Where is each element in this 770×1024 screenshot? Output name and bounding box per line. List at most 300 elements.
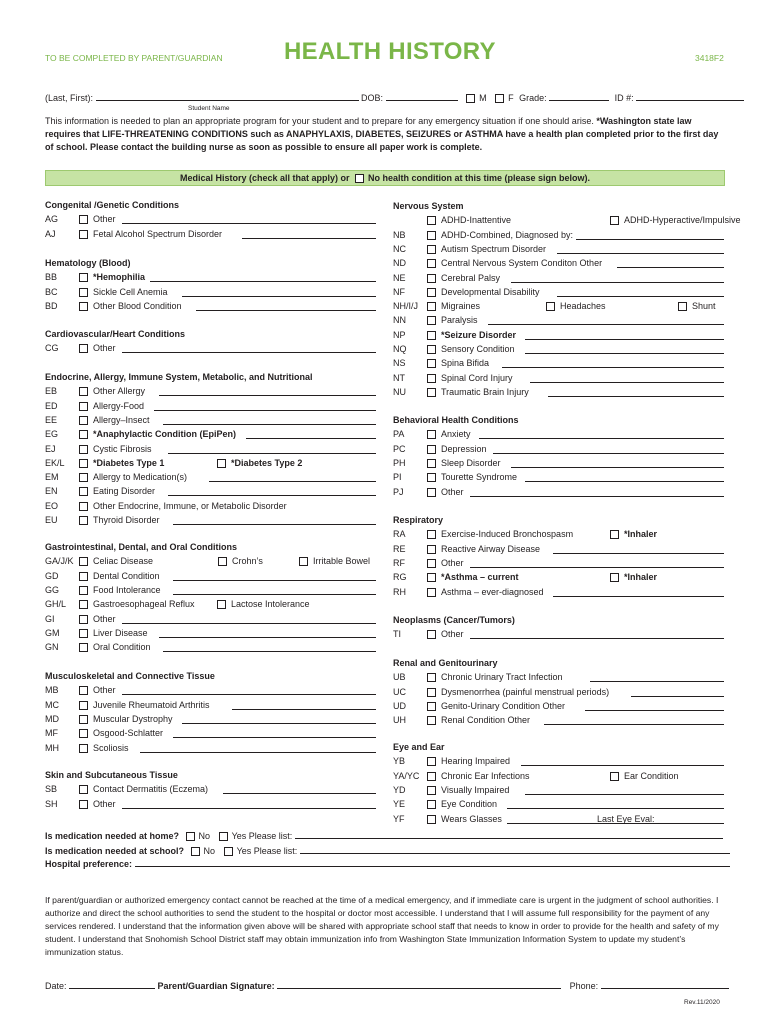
condition-label-text: Traumatic Brain Injury (441, 386, 529, 397)
hospital-preference-field[interactable] (135, 858, 730, 867)
page-title: HEALTH HISTORY (284, 38, 496, 65)
condition-label-text: Migraines (441, 301, 481, 312)
checkbox-adhd-inattentive[interactable] (427, 216, 436, 225)
condition-code: MC (45, 699, 59, 710)
grade-field[interactable] (549, 92, 609, 101)
condition-code: ND (393, 258, 406, 269)
medication-school-no-checkbox[interactable] (191, 847, 200, 856)
condition-label-text: Renal Condition Other (441, 715, 531, 726)
checkbox-shunt[interactable] (678, 302, 687, 311)
checkbox-paralysis[interactable] (427, 316, 436, 325)
condition-detail-field[interactable] (159, 629, 376, 638)
condition-extra-label: Shunt (692, 301, 716, 312)
condition-label (441, 287, 540, 297)
checkbox-lactose-intolerance[interactable] (217, 600, 226, 609)
checkbox-allergy-insect[interactable] (79, 416, 88, 425)
checkbox-inhaler[interactable] (610, 573, 619, 582)
condition-label-text: ADHD-Combined, Diagnosed by: (441, 229, 574, 240)
checkbox-fetal-alcohol-spectrum-disorder[interactable] (79, 230, 88, 239)
condition-detail-field[interactable] (196, 302, 376, 311)
condition-label-text: Paralysis (441, 315, 478, 326)
checkbox-celiac-disease[interactable] (79, 557, 88, 566)
checkbox-diabetes-type-2[interactable] (217, 459, 226, 468)
checkbox-chronic-ear-infections[interactable] (427, 772, 436, 781)
date-field[interactable] (69, 980, 155, 989)
condition-code: YF (393, 813, 405, 824)
checkbox-oral-condition[interactable] (79, 643, 88, 652)
condition-label-text: Chronic Urinary Tract Infection (441, 672, 563, 683)
condition-code: NN (393, 315, 406, 326)
medication-home-yes-checkbox[interactable] (219, 832, 228, 841)
condition-detail-field[interactable] (150, 273, 376, 282)
checkbox-other-blood-condition[interactable] (79, 302, 88, 311)
condition-label (441, 785, 509, 795)
condition-detail-field[interactable] (544, 716, 724, 725)
condition-label-text: Reactive Airway Disease (441, 543, 541, 554)
checkbox-eye-condition[interactable] (427, 800, 436, 809)
checkbox-autism-spectrum-disorder[interactable] (427, 245, 436, 254)
condition-detail-field[interactable] (163, 416, 376, 425)
checkbox-exercise-induced-bronchospasm[interactable] (427, 530, 436, 539)
condition-label (441, 687, 609, 697)
condition-label-text: Chronic Ear Infections (441, 770, 530, 781)
condition-label (441, 799, 497, 809)
medication-school-list-field[interactable] (300, 845, 730, 854)
student-name-label: (Last, First): (45, 93, 94, 103)
condition-label (93, 429, 236, 439)
condition-label-text: Exercise-Induced Bronchospasm (441, 529, 574, 540)
condition-extra-label: Ear Condition (624, 770, 679, 781)
condition-code: NF (393, 286, 405, 297)
condition-code: GD (45, 570, 59, 581)
condition-label-text: *Seizure Disorder (441, 329, 517, 340)
hospital-preference-label: Hospital preference: (45, 859, 133, 869)
no-health-condition-checkbox[interactable] (355, 174, 364, 183)
condition-detail-field[interactable] (521, 757, 724, 766)
checkbox-spinal-cord-injury[interactable] (427, 374, 436, 383)
condition-code: MD (45, 713, 59, 724)
checkbox-sleep-disorder[interactable] (427, 459, 436, 468)
condition-label (93, 301, 182, 311)
condition-label (93, 700, 210, 710)
condition-label (441, 301, 480, 311)
intro-paragraph (45, 115, 725, 154)
condition-detail-field[interactable] (488, 316, 724, 325)
condition-detail-field[interactable] (548, 388, 724, 397)
medical-history-banner (45, 170, 725, 186)
condition-label-text: Oral Condition (93, 642, 151, 653)
checkbox-thyroid-disorder[interactable] (79, 516, 88, 525)
condition-detail-field[interactable] (122, 686, 376, 695)
medication-school-no-label: No (203, 846, 216, 856)
condition-label-text: *Hemophilia (93, 272, 146, 283)
student-info-row (45, 92, 744, 103)
condition-label (93, 501, 287, 511)
condition-code: EM (45, 472, 59, 483)
medication-school-label: Is medication needed at school? (45, 846, 185, 856)
condition-code: NH/I/J (393, 301, 419, 312)
condition-detail-field[interactable] (168, 487, 376, 496)
condition-label (93, 556, 153, 566)
checkbox-ear-condition[interactable] (610, 772, 619, 781)
checkbox-other[interactable] (79, 800, 88, 809)
condition-label-text: Other Endocrine, Immune, or Metabolic Disorder (93, 500, 287, 511)
checkbox-genito-urinary-condition-other[interactable] (427, 702, 436, 711)
condition-code: GH/L (45, 599, 67, 610)
condition-label (93, 343, 116, 353)
condition-label-text: *Diabetes Type 1 (93, 457, 165, 468)
student-name-field[interactable] (96, 92, 359, 101)
condition-label (441, 558, 464, 568)
condition-detail-field[interactable] (617, 259, 724, 268)
checkbox-seizure-disorder[interactable] (427, 331, 436, 340)
condition-label-text: Cerebral Palsy (441, 272, 501, 283)
condition-detail-field[interactable] (173, 729, 376, 738)
checkbox-visually-impaired[interactable] (427, 786, 436, 795)
condition-detail-field[interactable] (159, 387, 376, 396)
condition-label-text: Thyroid Disorder (93, 515, 160, 525)
condition-label (93, 272, 145, 282)
checkbox-renal-condition-other[interactable] (427, 716, 436, 725)
condition-detail-field[interactable] (182, 715, 376, 724)
checkbox-hearing-impaired[interactable] (427, 757, 436, 766)
signature-label: Parent/Guardian Signature: (157, 981, 275, 991)
section-title: Nervous System (393, 201, 464, 211)
condition-label (93, 401, 144, 411)
checkbox-other[interactable] (427, 488, 436, 497)
male-checkbox[interactable] (466, 94, 475, 103)
condition-label-text: *Anaphylactic Condition (EpiPen) (93, 429, 237, 440)
checkbox-gastroesophageal-reflux[interactable] (79, 600, 88, 609)
checkbox-dental-condition[interactable] (79, 572, 88, 581)
condition-detail-field[interactable] (507, 800, 724, 809)
condition-label (441, 215, 511, 225)
section-title: Congenital /Genetic Conditions (45, 200, 180, 210)
condition-detail-field[interactable] (173, 586, 376, 595)
condition-label (93, 585, 161, 595)
condition-label-text: Gastroesophageal Reflux (93, 599, 195, 610)
condition-detail-field[interactable] (525, 331, 724, 340)
checkbox-central-nervous-system-conditon-other[interactable] (427, 259, 436, 268)
condition-detail-field[interactable] (173, 572, 376, 581)
section-title: Gastrointestinal, Dental, and Oral Conditions (45, 542, 238, 552)
condition-detail-field[interactable] (122, 800, 376, 809)
condition-label-text: Central Nervous System Conditon Other (441, 258, 603, 269)
condition-detail-field[interactable] (493, 445, 724, 454)
medication-home-no-checkbox[interactable] (186, 832, 195, 841)
condition-detail-field[interactable] (511, 274, 724, 283)
condition-label-text: Osgood-Schlatter (93, 728, 164, 739)
checkbox-contact-dermatitis-eczema[interactable] (79, 785, 88, 794)
condition-label-text: Liver Disease (93, 627, 148, 638)
section-title: Eye and Ear (393, 742, 445, 752)
condition-code: RA (393, 529, 406, 540)
condition-label (93, 685, 116, 695)
condition-label (441, 315, 478, 325)
condition-detail-field[interactable] (631, 688, 724, 697)
condition-detail-field[interactable] (557, 288, 724, 297)
condition-code: NS (393, 358, 406, 369)
condition-code: NP (393, 329, 406, 340)
condition-extra-label: Headaches (560, 301, 606, 312)
condition-label (441, 629, 464, 639)
condition-label (93, 486, 155, 496)
checkbox-other[interactable] (79, 344, 88, 353)
checkbox-irritable-bowel[interactable] (299, 557, 308, 566)
checkbox-chronic-urinary-tract-infection[interactable] (427, 673, 436, 682)
condition-label (441, 230, 573, 240)
section-title: Cardiovascular/Heart Conditions (45, 329, 186, 339)
medication-home-list-field[interactable] (295, 830, 723, 839)
condition-detail-field[interactable] (525, 473, 724, 482)
condition-label (441, 487, 464, 497)
condition-extra-label: *Inhaler (624, 529, 658, 540)
form-number: 3418F2 (695, 53, 724, 63)
dob-field[interactable] (386, 92, 458, 101)
checkbox-asthma-ever-diagnosed[interactable] (427, 588, 436, 597)
checkbox-adhd-hyperactive-impulsive[interactable] (610, 216, 619, 225)
id-field[interactable] (636, 92, 744, 101)
condition-label (93, 599, 195, 609)
condition-label (441, 756, 510, 766)
checkbox-developmental-disability[interactable] (427, 288, 436, 297)
checkbox-scoliosis[interactable] (79, 744, 88, 753)
checkbox-allergy-to-medication-s[interactable] (79, 473, 88, 482)
condition-code: YD (393, 784, 406, 795)
checkbox-other[interactable] (427, 559, 436, 568)
checkbox-other[interactable] (79, 686, 88, 695)
condition-detail-field[interactable] (122, 215, 376, 224)
condition-code: YE (393, 799, 406, 810)
grade-label: Grade: (519, 93, 547, 103)
checkbox-other-allergy[interactable] (79, 387, 88, 396)
condition-label-text: Muscular Dystrophy (93, 713, 173, 724)
section-title: Hematology (Blood) (45, 258, 131, 268)
section-title: Endocrine, Allergy, Immune System, Metabolic, and Nutritional (45, 372, 313, 382)
checkbox-cerebral-palsy[interactable] (427, 274, 436, 283)
condition-label-text: Sensory Condition (441, 344, 515, 354)
condition-label-text: Asthma – ever-diagnosed (441, 586, 544, 597)
section-title: Musculoskeletal and Connective Tissue (45, 671, 215, 681)
checkbox-dysmenorrhea-painful-menstrual-periods[interactable] (427, 688, 436, 697)
checkbox-spina-bifida[interactable] (427, 359, 436, 368)
condition-label (441, 258, 602, 268)
condition-detail-field[interactable] (590, 673, 724, 682)
condition-detail-field[interactable] (209, 473, 376, 482)
condition-detail-field[interactable] (122, 615, 376, 624)
checkbox-asthma-current[interactable] (427, 573, 436, 582)
condition-label-text: Other (93, 613, 116, 624)
condition-label-text: Other (441, 629, 464, 640)
condition-label-text: Scoliosis (93, 742, 129, 753)
condition-detail-field[interactable] (502, 359, 724, 368)
condition-label-text: Other (93, 214, 116, 225)
female-checkbox[interactable] (495, 94, 504, 103)
signature-field[interactable] (277, 980, 561, 989)
condition-detail-field[interactable] (576, 231, 724, 240)
condition-code: RF (393, 557, 405, 568)
checkbox-sickle-cell-anemia[interactable] (79, 288, 88, 297)
condition-label (93, 515, 160, 525)
condition-detail-field[interactable] (470, 488, 724, 497)
checkbox-reactive-airway-disease[interactable] (427, 545, 436, 554)
condition-code: RG (393, 572, 407, 583)
condition-detail-field[interactable] (511, 459, 724, 468)
checkbox-muscular-dystrophy[interactable] (79, 715, 88, 724)
checkbox-allergy-food[interactable] (79, 402, 88, 411)
condition-label (441, 273, 500, 283)
condition-detail-field[interactable] (122, 344, 376, 353)
condition-label-text: Other (93, 685, 116, 696)
condition-label-text: Eye Condition (441, 799, 498, 810)
condition-detail-field[interactable] (530, 374, 724, 383)
condition-label (441, 387, 529, 397)
condition-label (93, 784, 208, 794)
checkbox-crohn-s[interactable] (218, 557, 227, 566)
section-title: Behavioral Health Conditions (393, 415, 519, 425)
condition-label (93, 799, 116, 809)
condition-label (93, 472, 187, 482)
checkbox-juvenile-rheumatoid-arthritis[interactable] (79, 701, 88, 710)
condition-label (93, 571, 160, 581)
condition-detail-field[interactable] (553, 545, 724, 554)
condition-code: GI (45, 613, 55, 624)
signature-row (45, 980, 729, 991)
condition-detail-field[interactable] (525, 786, 724, 795)
condition-label (93, 386, 145, 396)
phone-label: Phone: (569, 981, 599, 991)
condition-code: TI (393, 629, 401, 640)
condition-code: UC (393, 686, 406, 697)
checkbox-anxiety[interactable] (427, 430, 436, 439)
checkbox-traumatic-brain-injury[interactable] (427, 388, 436, 397)
condition-detail-field[interactable] (557, 245, 724, 254)
checkbox-other-endocrine-immune-or-metabolic-disorder[interactable] (79, 502, 88, 511)
hospital-preference-row (45, 858, 730, 869)
condition-label-text: Depression (441, 443, 487, 454)
condition-code: EJ (45, 443, 56, 454)
condition-detail-field[interactable] (168, 445, 376, 454)
checkbox-wears-glasses[interactable] (427, 815, 436, 824)
condition-code: YA/YC (393, 770, 420, 781)
condition-extra-label: Crohn’s (232, 556, 263, 567)
intro-bold-text: *Washington state law requires that LIFE-THREATENING CONDITIONS such as ANAPHYLAXIS, DIABETES, SEIZURES or ASTHMA have a health plan completed prior to the first day of school. Please contact the building nurse as soon as possible to ensure all paper work is complete. (45, 116, 719, 152)
condition-code: EN (45, 486, 58, 497)
condition-label-text: Spinal Cord Injury (441, 372, 513, 383)
condition-detail-field[interactable] (470, 559, 724, 568)
condition-detail-field[interactable] (585, 702, 724, 711)
checkbox-food-intolerance[interactable] (79, 586, 88, 595)
condition-label-text: Dental Condition (93, 570, 160, 581)
condition-label (441, 429, 471, 439)
condition-label (93, 444, 152, 454)
condition-detail-field[interactable] (223, 785, 376, 794)
checkbox-hemophilia[interactable] (79, 273, 88, 282)
medication-school-row (45, 845, 730, 856)
condition-code: NU (393, 386, 406, 397)
condition-code: EB (45, 386, 58, 397)
condition-code: NE (393, 272, 406, 283)
condition-label-text: Sickle Cell Anemia (93, 286, 168, 297)
section-title: Renal and Genitourinary (393, 658, 498, 668)
medication-school-yes-checkbox[interactable] (224, 847, 233, 856)
condition-detail-field[interactable] (173, 516, 376, 525)
checkbox-cystic-fibrosis[interactable] (79, 445, 88, 454)
condition-detail-field[interactable] (470, 630, 724, 639)
id-label: ID #: (614, 93, 634, 103)
medication-school-yes-label: Yes Please list: (236, 846, 298, 856)
condition-detail-field[interactable] (479, 430, 724, 439)
condition-label (441, 672, 563, 682)
condition-label-text: Other (441, 486, 464, 497)
checkbox-sensory-condition[interactable] (427, 345, 436, 354)
checkbox-headaches[interactable] (546, 302, 555, 311)
condition-code: PA (393, 429, 405, 440)
checkbox-other[interactable] (79, 615, 88, 624)
checkbox-anaphylactic-condition-epipen[interactable] (79, 430, 88, 439)
condition-extra-label: *Inhaler (624, 572, 658, 583)
checkbox-other[interactable] (79, 215, 88, 224)
condition-label (441, 587, 544, 597)
condition-code: GA/J/K (45, 556, 74, 567)
condition-code: UD (393, 700, 406, 711)
condition-label (441, 458, 501, 468)
condition-detail-field[interactable] (163, 643, 376, 652)
checkbox-eating-disorder[interactable] (79, 487, 88, 496)
condition-label (93, 628, 148, 638)
condition-label-text: Other (93, 798, 116, 809)
condition-code: GN (45, 642, 59, 653)
condition-detail-field[interactable] (154, 402, 376, 411)
checkbox-depression[interactable] (427, 445, 436, 454)
checkbox-inhaler[interactable] (610, 530, 619, 539)
condition-code: MB (45, 685, 59, 696)
banner-left-text: Medical History (check all that apply) or (179, 173, 350, 183)
condition-label-text: Allergy-Food (93, 400, 145, 411)
condition-code: PH (393, 457, 406, 468)
condition-code: SB (45, 784, 58, 795)
checkbox-tourette-syndrome[interactable] (427, 473, 436, 482)
condition-label-text: Dysmenorrhea (painful menstrual periods) (441, 686, 610, 697)
checkbox-other[interactable] (427, 630, 436, 639)
condition-label (441, 472, 517, 482)
female-label: F (508, 93, 514, 103)
condition-code: NB (393, 229, 406, 240)
condition-detail-field[interactable] (246, 430, 376, 439)
male-label: M (479, 93, 487, 103)
condition-code: CG (45, 343, 59, 354)
condition-detail-field[interactable] (242, 230, 376, 239)
checkbox-liver-disease[interactable] (79, 629, 88, 638)
checkbox-diabetes-type-1[interactable] (79, 459, 88, 468)
condition-detail-field[interactable] (182, 288, 376, 297)
checkbox-adhd-combined-diagnosed-by[interactable] (427, 231, 436, 240)
phone-field[interactable] (601, 980, 729, 989)
condition-detail-field[interactable] (553, 588, 724, 597)
checkbox-migraines[interactable] (427, 302, 436, 311)
condition-label-text: Celiac Disease (93, 556, 154, 567)
condition-detail-field[interactable] (140, 744, 376, 753)
condition-detail-field[interactable] (525, 345, 724, 354)
medication-home-label: Is medication needed at home? (45, 831, 180, 841)
condition-detail-field[interactable] (232, 701, 376, 710)
condition-code: RH (393, 586, 406, 597)
section-title: Skin and Subcutaneous Tissue (45, 770, 178, 780)
condition-code: MF (45, 728, 58, 739)
completed-by-label: TO BE COMPLETED BY PARENT/GUARDIAN (45, 53, 223, 63)
checkbox-osgood-schlatter[interactable] (79, 729, 88, 738)
condition-code: PI (393, 472, 402, 483)
